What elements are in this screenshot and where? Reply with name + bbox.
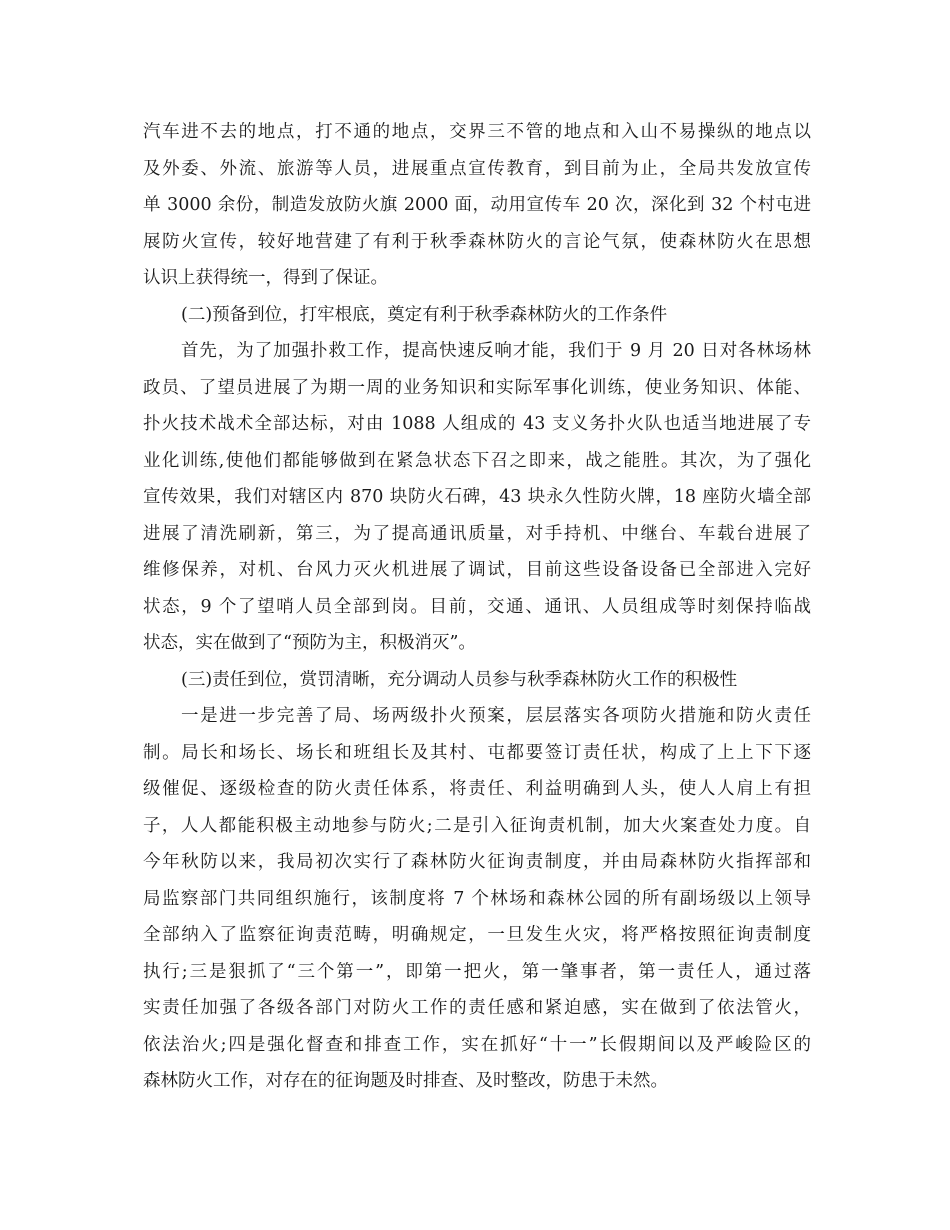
text-line [143,516,811,553]
document-body [143,114,811,1100]
text-line [143,297,811,334]
text-line-content: 展防火宣传，较好地营建了有利于秋季森林防火的言论气氛，使森林防火在思想 [143,231,811,252]
text-line-content: 进展了清洗刷新，第三，为了提高通讯质量，对手持机、中继台、车载台进展了 [143,523,811,544]
text-line-content: 及外委、外流、旅游等人员，进展重点宣传教育，到目前为止，全局共发放宣传 [143,158,811,179]
text-line [143,881,811,918]
text-line-content: (三)责任到位，赏罚清晰，充分调动人员参与秋季森林防火工作的积极性 [181,669,738,690]
text-line-content: 局监察部门共同组织施行，该制度将 7 个林场和森林公园的所有副场级以上领导 [143,888,811,909]
text-line-content: 实责任加强了各级各部门对防火工作的责任感和紧迫感，实在做到了依法管火， [143,998,811,1018]
text-line [143,479,811,516]
text-line-content: 状态，9 个了望哨人员全部到岗。目前，交通、通讯、人员组成等时刻保持临战 [143,596,811,617]
text-line-content: 制。局长和场长、场长和班组长及其村、屯都要签订责任状，构成了上上下下逐 [143,742,811,763]
text-line-content: 宣传效果，我们对辖区内 870 块防火石碑，43 块永久性防火牌，18 座防火墙全部 [143,487,811,507]
text-line [143,333,811,370]
text-line [143,552,811,589]
text-line-content: 全部纳入了监察征询责范畴，明确规定，一旦发生火灾，将严格按照征询责制度 [143,925,811,945]
text-line-content: 执行;三是狠抓了“三个第一”，即第一把火，第一肇事者，第一责任人，通过落 [143,961,811,982]
text-line-content: (二)预备到位，打牢根底，奠定有利于秋季森林防火的工作条件 [181,304,668,325]
text-line [143,370,811,407]
text-line [143,808,811,845]
text-line [143,1027,811,1064]
text-line [143,224,811,261]
text-line [143,990,811,1027]
text-line [143,698,811,735]
text-line [143,443,811,480]
text-line-content: 维修保养，对机、台风力灭火机进展了调试，目前这些设备设备已全部进入完好 [143,560,811,580]
text-line-content: 扑火技术战术全部达标，对由 1088 人组成的 43 支义务扑火队也适当地进展了专 [143,414,811,434]
text-line [143,406,811,443]
text-line [143,114,811,151]
text-line [143,917,811,954]
text-line-content: 认识上获得统一，得到了保证。 [143,268,388,288]
text-line-content: 今年秋防以来，我局初次实行了森林防火征询责制度，并由局森林防火指挥部和 [143,852,811,872]
text-line [143,187,811,224]
text-line [143,954,811,991]
text-line [143,844,811,881]
text-line [143,662,811,699]
text-line-content: 汽车进不去的地点，打不通的地点，交界三不管的地点和入山不易操纵的地点以 [143,122,811,142]
text-line-content: 子，人人都能积极主动地参与防火;二是引入征询责机制，加大火案查处力度。自 [143,815,811,836]
text-line-content: 单 3000 余份，制造发放防火旗 2000 面，动用宣传车 20 次，深化到 32 个村屯进 [143,195,811,215]
text-line-content: 一是进一步完善了局、场两级扑火预案，层层落实各项防火措施和防火责任 [181,706,811,726]
text-line [143,589,811,626]
text-line [143,625,811,662]
text-line-content: 政员、了望员进展了为期一周的业务知识和实际军事化训练，使业务知识、体能、 [143,377,811,398]
text-line [143,771,811,808]
text-line-content: 业化训练,使他们都能够做到在紧急状态下召之即来，战之能胜。其次，为了强化 [143,450,811,471]
text-line [143,1063,811,1100]
text-line-content: 级催促、逐级检查的防火责任体系，将责任、利益明确到人头，使人人肩上有担 [143,779,811,799]
text-line-content: 森林防火工作，对存在的征询题及时排查、及时整改，防患于未然。 [143,1071,668,1091]
text-line [143,260,811,297]
text-line [143,151,811,188]
text-line-content: 状态，实在做到了“预防为主，积极消灭”。 [143,633,476,653]
text-line-content: 依法治火;四是强化督查和排查工作，实在抓好“十一”长假期间以及严峻险区的 [143,1034,811,1055]
text-line-content: 首先，为了加强扑救工作，提高快速反响才能，我们于 9 月 20 日对各林场林 [181,341,811,361]
text-line [143,735,811,772]
